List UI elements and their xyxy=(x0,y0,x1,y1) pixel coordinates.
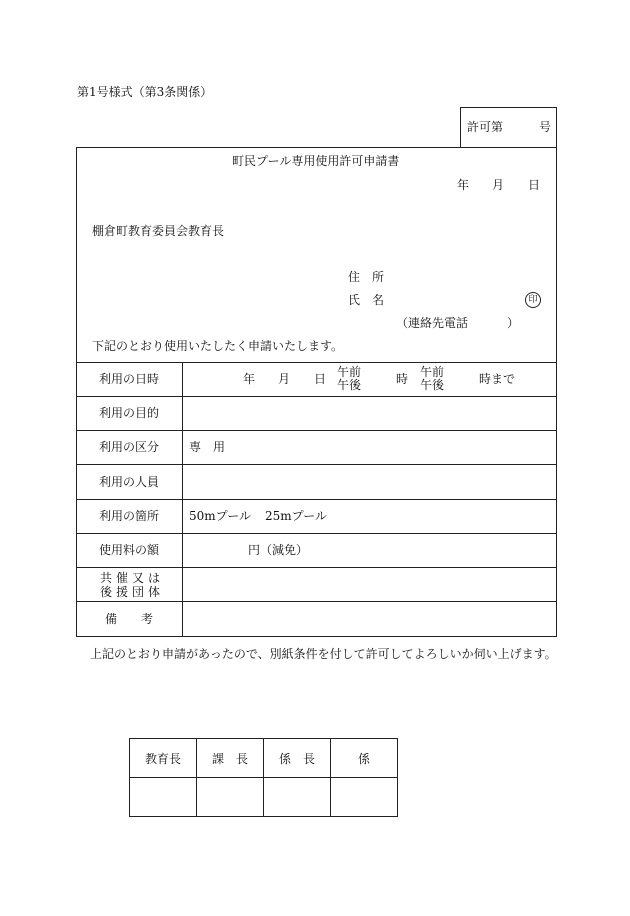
fee-value: 円（減免） xyxy=(248,543,309,557)
sponsor-label-line-2: 後援団体 xyxy=(100,585,165,599)
dt-ampm-start xyxy=(337,366,361,392)
phone-label: （連絡先電話 xyxy=(396,316,469,330)
dt-ampm-end xyxy=(420,366,444,392)
form-id: 第1号様式（第3条関係） xyxy=(77,85,213,99)
approval-header-section-chief: 課 長 xyxy=(197,739,264,778)
row-divider xyxy=(76,464,557,465)
dt-year: 年 xyxy=(243,372,256,386)
approval-header-staff: 係 xyxy=(331,739,398,778)
seal-mark: 印 xyxy=(525,292,541,308)
dt-hour: 時 xyxy=(396,372,409,386)
row-label-sponsor xyxy=(100,571,164,599)
permit-box-right-border xyxy=(556,107,557,148)
approval-stamp-cell xyxy=(331,778,398,817)
approval-table xyxy=(129,738,398,817)
name-label: 氏 名 xyxy=(348,293,385,307)
dt-day: 日 xyxy=(314,372,327,386)
approval-stamp-cell xyxy=(130,778,197,817)
row-label-location: 利用の箇所 xyxy=(98,509,159,523)
frame-bottom xyxy=(76,636,557,637)
row-label-remarks: 備 考 xyxy=(104,612,153,626)
approval-header-superintendent: 教育長 xyxy=(130,739,197,778)
category-value: 専 用 xyxy=(189,440,226,454)
table-top xyxy=(76,362,557,363)
approval-stamp-cell xyxy=(264,778,331,817)
row-label-fee: 使用料の額 xyxy=(98,543,159,557)
row-label-date-time: 利用の日時 xyxy=(98,372,159,386)
row-divider xyxy=(76,396,557,397)
row-label-purpose: 利用の目的 xyxy=(98,406,159,420)
row-label-persons: 利用の人員 xyxy=(98,475,159,489)
frame-top xyxy=(76,147,557,148)
dt-pm-2: 午後 xyxy=(420,378,445,392)
location-pool-50: 50mプール xyxy=(189,509,252,523)
location-pool-25: 25mプール xyxy=(265,509,328,523)
row-label-category: 利用の区分 xyxy=(98,440,159,454)
label-column-divider xyxy=(182,362,183,637)
row-divider xyxy=(76,430,557,431)
dt-am-2: 午前 xyxy=(420,365,445,379)
approval-header-subsection-chief: 係 長 xyxy=(264,739,331,778)
phone-close: ） xyxy=(507,316,520,330)
footer-note: 上記のとおり申請があったので、別紙条件を付して許可してよろしいか伺い上げます。 xyxy=(90,647,557,661)
row-divider xyxy=(76,533,557,534)
dt-month: 月 xyxy=(278,372,291,386)
permit-suffix: 号 xyxy=(539,120,552,134)
row-divider xyxy=(76,499,557,500)
row-divider xyxy=(76,601,557,602)
dt-pm: 午後 xyxy=(337,378,362,392)
date-month: 月 xyxy=(492,178,505,192)
dt-am: 午前 xyxy=(337,365,362,379)
row-divider xyxy=(76,567,557,568)
address-label: 住 所 xyxy=(348,270,385,284)
sponsor-label-line-1: 共催又は xyxy=(100,571,165,585)
approval-stamp-cell xyxy=(197,778,264,817)
addressee: 棚倉町教育委員会教育長 xyxy=(92,224,225,238)
permit-label: 許可第 xyxy=(467,120,504,134)
dt-until: 時まで xyxy=(479,372,516,386)
permit-box-top-border xyxy=(460,107,557,108)
date-day: 日 xyxy=(528,178,541,192)
frame-right xyxy=(556,147,557,637)
intro-text: 下記のとおり使用いたしたく申請いたします。 xyxy=(92,339,344,353)
frame-left xyxy=(76,147,77,637)
date-year: 年 xyxy=(457,178,470,192)
page-title: 町民プール専用使用許可申請書 xyxy=(232,154,400,168)
permit-box-left-border xyxy=(460,107,461,148)
